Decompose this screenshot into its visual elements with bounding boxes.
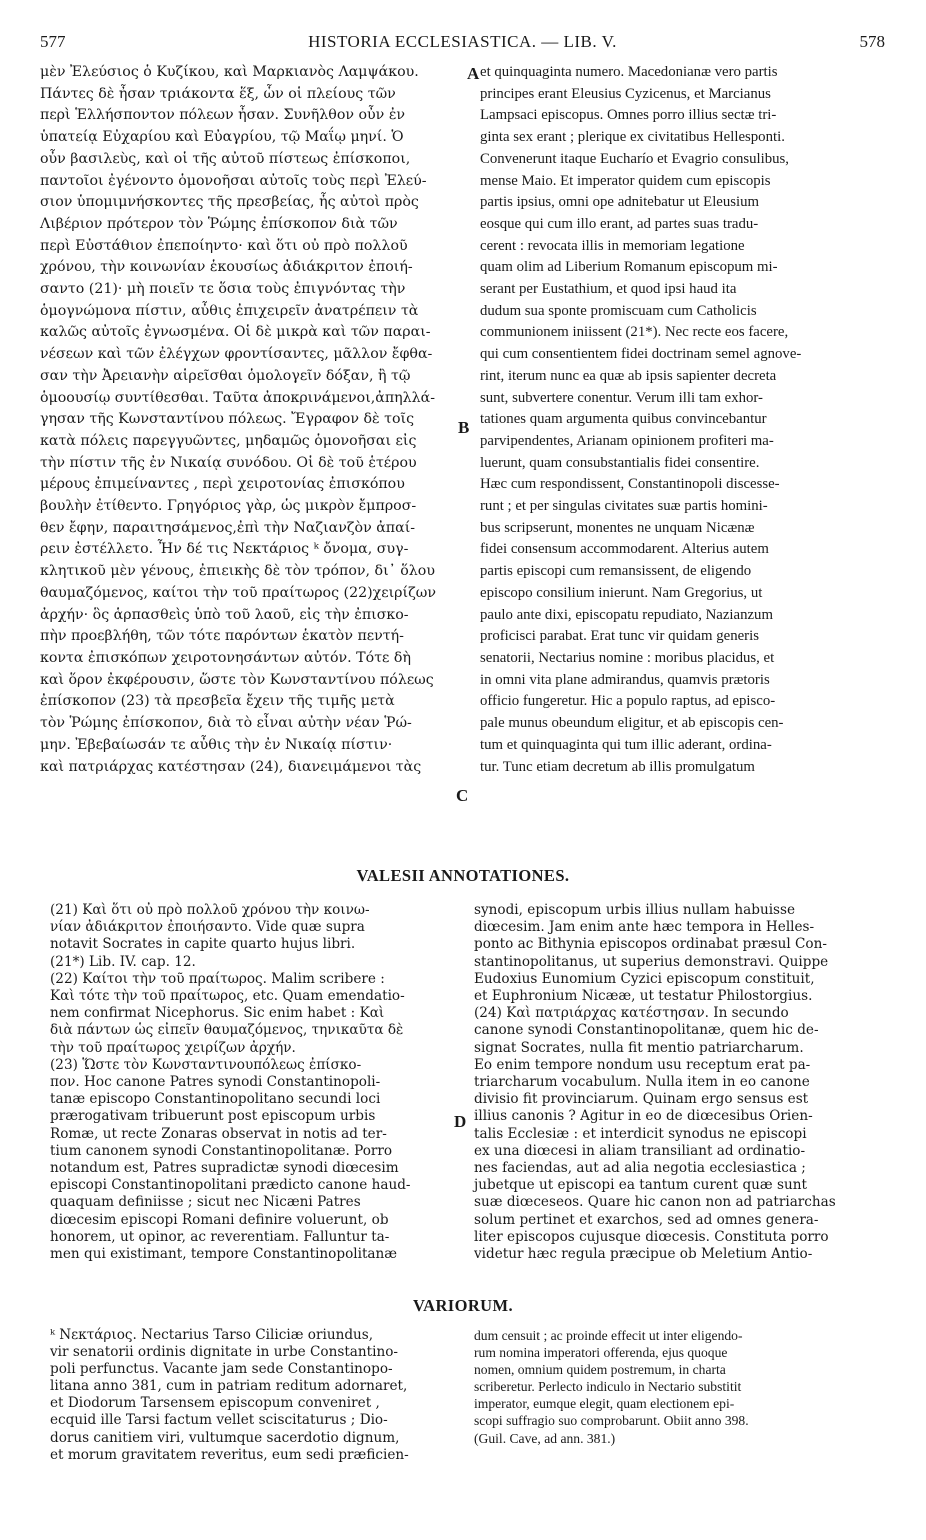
page-number-right: 578 [859, 32, 885, 51]
running-header [40, 32, 885, 56]
margin-letter-d: D [454, 1112, 467, 1131]
margin-letter-b: B [458, 418, 470, 437]
variorum-notes-left-column: ᵏ Νεκτάριος. Nectarius Tarso Ciliciæ oriundus, vir senatorii ordinis dignitate in urbe Constantino- poli perfunctus. Vacante jam sede Constantinopo- litana anno 381, cum in patriam reditum adornaret, et Diodorum Tarsensem episcopum conveniret , ecquid ille Tarsi factum vellet sciscitaturus ; Dio- dorus canitiem viri, vultumque sacerdotio dignum, et morum gravitatem reveritus, eum sedi præficien- [50, 1327, 409, 1463]
variorum-heading: VARIORUM. [412, 1296, 513, 1315]
latin-text-column: et quinquaginta numero. Macedonianæ vero partis principes erant Eleusius Cyzicenus, et Marcianus Lampsaci episcopus. Omnes porro illius sectæ tri- ginta sex erant ; plerique ex civitatibus Hellesponti. Convenerunt itaque Eucharío et Evagrio consulibus, mense Maio. Et imperator quidem cum episcopis partis ipsius, omni ope adnitebatur ut Eleusium eosque qui cum illo erant, ad partes suas tradu- cerent : revocata illis in memoriam legatione quam olim ad Liberium Romanum episcopum mi- serant per Eustathium, et quod ipsi haud ita dudum sua sponte promiscuam cum Catholicis communionem iniissent (21*). Nec recte eos facere, qui cum consentientem fidei doctrinam semel agnove- rint, iterum nunc ea quæ ab ipsis sapienter decreta sunt, subvertere conentur. Verum illi tam exhor- tationes quam argumenta quibus convincebantur parvipendentes, Arianam opinionem profiteri ma- luerunt, quam consubstantialis fidei consentire. Hæc cum respondissent, Constantinopoli discesse- runt ; et per singulas civitates suæ partis homini- bus scripserunt, monentes ne unquam Nicænæ fidei consensum accommodarent. Alterius autem partis episcopi cum remansissent, de eligendo episcopo consilium inierunt. Nam Gregorius, ut paulo ante dixi, episcopatu repudiato, Nazianzum proficisci parabat. Erat tunc vir quidam generis senatorii, Nectarius nomine : moribus placidus, et in omni vita plane admirandus, quamvis prætoris officio fungeretur. Hic a populo raptus, ad episco- pale munus obeundum eligitur, et ab episcopis cen- tum et quinquaginta qui tum illic aderant, ordina- tur. Tunc etiam decretum ab illis promulgatum [480, 64, 802, 775]
greek-text-column: μὲν Ἐλεύσιος ὁ Κυζίκου, καὶ Μαρκιανὸς Λαμψάκου. Πάντες δὲ ἦσαν τριάκοντα ἕξ, ὧν οἱ πλείους τῶν περὶ Ἑλλήσποντον πόλεων ἦσαν. Συνῆλθον οὖν ἐν ὑπατείᾳ Εὐχαρίου καὶ Εὐαγρίου, τῷ Μαΐῳ μηνί. Ὁ οὖν βασιλεὺς, καὶ οἱ τῆς αὐτοῦ πίστεως ἐπίσκοποι, παντοῖοι ἐγένοντο ὁμονοῆσαι αὐτοῖς τοὺς περὶ Ἐλεύ- σιον ὑπομιμνήσκοντες τῆς πρεσβείας, ἧς αὐτοὶ πρὸς Λιβέριον πρότερον τὸν Ῥώμης ἐπίσκοπον διὰ τῶν περὶ Εὐστάθιον ἐπεποίηντο· καὶ ὅτι οὐ πρὸ πολλοῦ χρόνου, τὴν κοινωνίαν ἑκουσίως ἀδιάκριτον ἐποιή- σαντο (21)· μὴ ποιεῖν τε ὅσια τοὺς ἐπιγνόντας τὴν ὁμογνώμονα πίστιν, αὖθις ἐπιχειρεῖν ἀνατρέπειν τὰ καλῶς αὐτοῖς ἐγνωσμένα. Οἱ δὲ μικρὰ καὶ τῶν παραι- νέσεων καὶ τῶν ἐλέγχων φροντίσαντες, μᾶλλον ἔφθα- σαν τὴν Ἀρειανὴν αἱρεῖσθαι ὁμολογεῖν δόξαν, ἢ τῷ ὁμοουσίῳ συντίθεσθαι. Ταῦτα ἀποκρινάμενοι,ἀπηλλά- γησαν τῆς Κωνσταντίνου πόλεως. Ἔγραφον δὲ τοῖς κατὰ πόλεις παρεγγυῶντες, μηδαμῶς ὁμονοῆσαι εἰς τὴν πίστιν τῆς ἐν Νικαίᾳ συνόδου. Οἱ δὲ τοῦ ἑτέρου μέρους ἐπιμείναντες , περὶ χειροτονίας ἐπισκόπου βουλὴν ἐτίθεντο. Γρηγόριος γὰρ, ὡς μικρὸν ἔμπροσ- θεν ἔφην, παραιτησάμενος,ἐπὶ τὴν Ναζιανζὸν ἀπαί- ρειν ἐστέλλετο. Ἦν δέ τις Νεκτάριος ᵏ ὄνομα, συγ- κλητικοῦ μὲν γένους, ἐπιεικὴς δὲ τὸν τρόπον, δι᾽ ὅλου θαυμαζόμενος, καίτοι τὴν τοῦ πραίτωρος (22)χειρίζων ἀρχήν· ὃς ἁρπασθεὶς ὑπὸ τοῦ λαοῦ, εἰς τὴν ἐπισκο- πὴν προεβλήθη, τῶν τότε παρόντων ἑκατὸν πεντή- κοντα ἐπισκόπων χειροτονησάντων αὐτόν. Τότε δὴ καὶ ὅρον ἐκφέρουσιν, ὥστε τὸν Κωνσταντίνου πόλεως ἐπίσκοπον (23) τὰ πρεσβεῖα ἔχειν τῆς τιμῆς μετὰ τὸν Ῥώμης ἐπίσκοπον, διὰ τὸ εἶναι αὐτὴν νέαν Ῥώ- μην. Ἐβεβαίωσάν τε αὖθις τὴν ἐν Νικαίᾳ πίστιν· καὶ πατριάρχας κατέστησαν (24), διανειμάμενοι τὰς [40, 64, 436, 775]
margin-letter-c: C [456, 786, 469, 805]
valesii-notes-right-column: synodi, episcopum urbis illius nullam habuisse diœcesim. Jam enim ante hæc tempora in Helles- ponto ac Bithynia episcopos ordinabat præsul Con- stantinopolitanus, ut superius demonstravi. Quippe Eudoxius Eunomium Cyzici episcopum constituit, et Euphronium Nicææ, ut testatur Philostorgius. (24) Καὶ πατριάρχας κατέστησαν. In secundo canone synodi Constantinopolitanæ, quem hic de- signat Socrates, nulla fit mentio patriarcharum. Eo enim tempore nondum usu receptum erat pa- triarcharum vocabulum. Nulla item in eo canone divisio fit provinciarum. Quinam ergo sensus est illius canonis ? Agitur in eo de diœcesibus Orien- talis Ecclesiæ : et interdicit synodus ne episcopi ex una diœcesi in aliam transiliant ad ordinatio- nes faciendas, aut ad alia negotia ecclesiastica ; jubetque ut episcopi ea tantum curent quæ sunt suæ diœceseos. Quare hic canon non ad patriarchas solum pertinet et exarchos, sed ad omnes genera- liter episcopos cujusque diœcesis. Constituta porro videtur hæc regula præcipue ob Meletium Antio- [474, 902, 836, 1263]
margin-letter-a: A [467, 64, 480, 83]
running-title: HISTORIA ECCLESIASTICA. — LIB. V. [308, 32, 617, 51]
valesii-notes-left-column: (21) Καὶ ὅτι οὐ πρὸ πολλοῦ χρόνου τὴν κοινω- νίαν ἀδιάκριτον ἐποιήσαντο. Vide quæ supra notavit Socrates in capite quarto hujus libri. (21*) Lib. IV. cap. 12. (22) Καίτοι τὴν τοῦ πραίτωρος. Malim scribere : Καὶ τότε τὴν τοῦ πραίτωρος, etc. Quam emendatio- nem confirmat Nicephorus. Sic enim habet : Καὶ διὰ πάντων ὡς εἰπεῖν θαυμαζόμενος, τηνικαῦτα δὲ τὴν τοῦ πραίτωρος χειρίζων ἀρχήν. (23) Ὥστε τὸν Κωνσταντινουπόλεως ἐπίσκο- πον. Hoc canone Patres synodi Constantinopoli- tanæ episcopo Constantinopolitano secundi loci prærogativam tribuerunt post episcopum urbis Romæ, ut recte Zonaras observat in notis ad ter- tium canonem synodi Constantinopolitanæ. Porro notandum est, Patres supradictæ synodi diœcesim episcopi Constantinopolitani prædicto canone haud- quaquam definiisse ; sicut nec Nicæni Patres diœcesim episcopi Romani definire voluerunt, ob honorem, ut opinor, ac reverentiam. Falluntur ta- men qui existimant, tempore Constantinopolitanæ [50, 902, 411, 1263]
page-number-left: 577 [40, 32, 66, 51]
variorum-notes-right-column: dum censuit ; ac proinde effecit ut inter eligendo- rum nomina imperatori offerenda, ejus quoque nomen, omnium quidem postremum, in charta scriberetur. Perlecto indiculo in Nectario substitit imperator, eumque elegit, quam electionem epi- scopi suffragio suo comprobarunt. Obiit anno 398. (Guil. Cave, ad ann. 381.) [474, 1328, 749, 1446]
valesii-annotations-heading: VALESII ANNOTATIONES. [356, 866, 570, 885]
